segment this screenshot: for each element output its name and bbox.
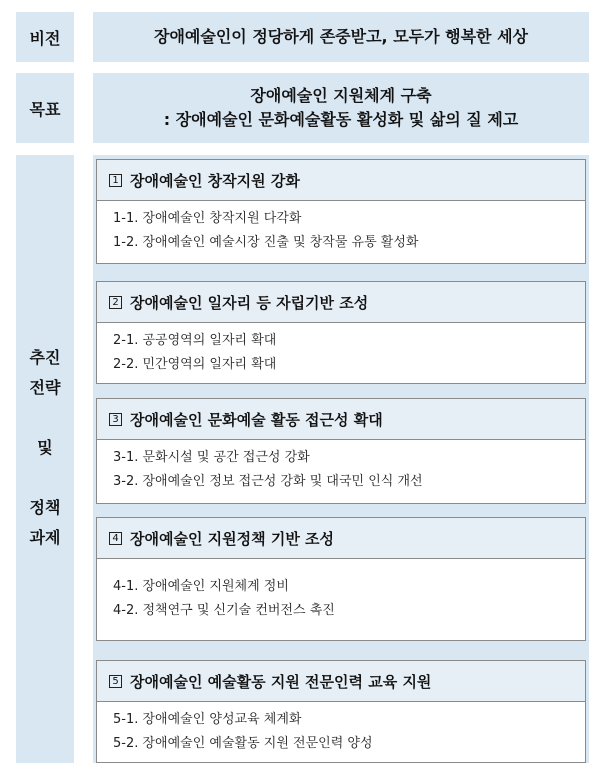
task-5	[96, 660, 586, 763]
task-3	[96, 398, 586, 504]
task-4-item-2: 4-2. 정책연구 및 신기술 컨버전스 촉진	[113, 603, 335, 618]
goal-statement	[93, 73, 589, 143]
task-1-title: 1 장애예술인 창작지원 강화	[97, 160, 585, 201]
task-2-item-1: 2-1. 공공영역의 일자리 확대	[113, 333, 277, 348]
task-2-title: 2 장애예술인 일자리 등 자립기반 조성	[97, 282, 585, 323]
task-2-item-2: 2-2. 민간영역의 일자리 확대	[113, 357, 277, 372]
number-box-icon: 1	[109, 174, 122, 187]
task-3-title: 3 장애예술인 문화예술 활동 접근성 확대	[97, 399, 585, 440]
number-box-icon: 2	[109, 296, 122, 309]
task-1	[96, 159, 586, 264]
task-5-item-1: 5-1. 장애예술인 양성교육 체계화	[113, 712, 302, 727]
task-4-item-1: 4-1. 장애예술인 지원체계 정비	[113, 579, 289, 594]
goal-line-1: 장애예술인 지원체계 구축	[250, 86, 432, 105]
task-4-title: 4 장애예술인 지원정책 기반 조성	[97, 518, 585, 559]
vision-label: 비전	[16, 12, 74, 62]
task-3-item-1: 3-1. 문화시설 및 공간 접근성 강화	[113, 450, 310, 465]
task-1-item-1: 1-1. 장애예술인 창작지원 다각화	[113, 211, 302, 226]
task-4	[96, 517, 586, 641]
number-box-icon: 3	[109, 413, 122, 426]
task-5-item-2: 5-2. 장애예술인 예술활동 지원 전문인력 양성	[113, 736, 373, 751]
goal-line-2: : 장애예술인 문화예술활동 활성화 및 삶의 질 제고	[163, 110, 519, 129]
number-box-icon: 4	[109, 532, 122, 545]
vision-statement: 장애예술인이 정당하게 존중받고, 모두가 행복한 세상	[93, 12, 589, 62]
task-1-item-2: 1-2. 장애예술인 예술시장 진출 및 창작물 유통 활성화	[113, 235, 419, 250]
number-box-icon: 5	[109, 675, 122, 688]
goal-label: 목표	[16, 73, 74, 143]
task-5-title: 5 장애예술인 예술활동 지원 전문인력 교육 지원	[97, 661, 585, 702]
task-2	[96, 281, 586, 384]
strategy-label: 추진 전략 및 정책 과제	[16, 155, 74, 763]
task-3-item-2: 3-2. 장애예술인 정보 접근성 강화 및 대국민 인식 개선	[113, 474, 423, 489]
